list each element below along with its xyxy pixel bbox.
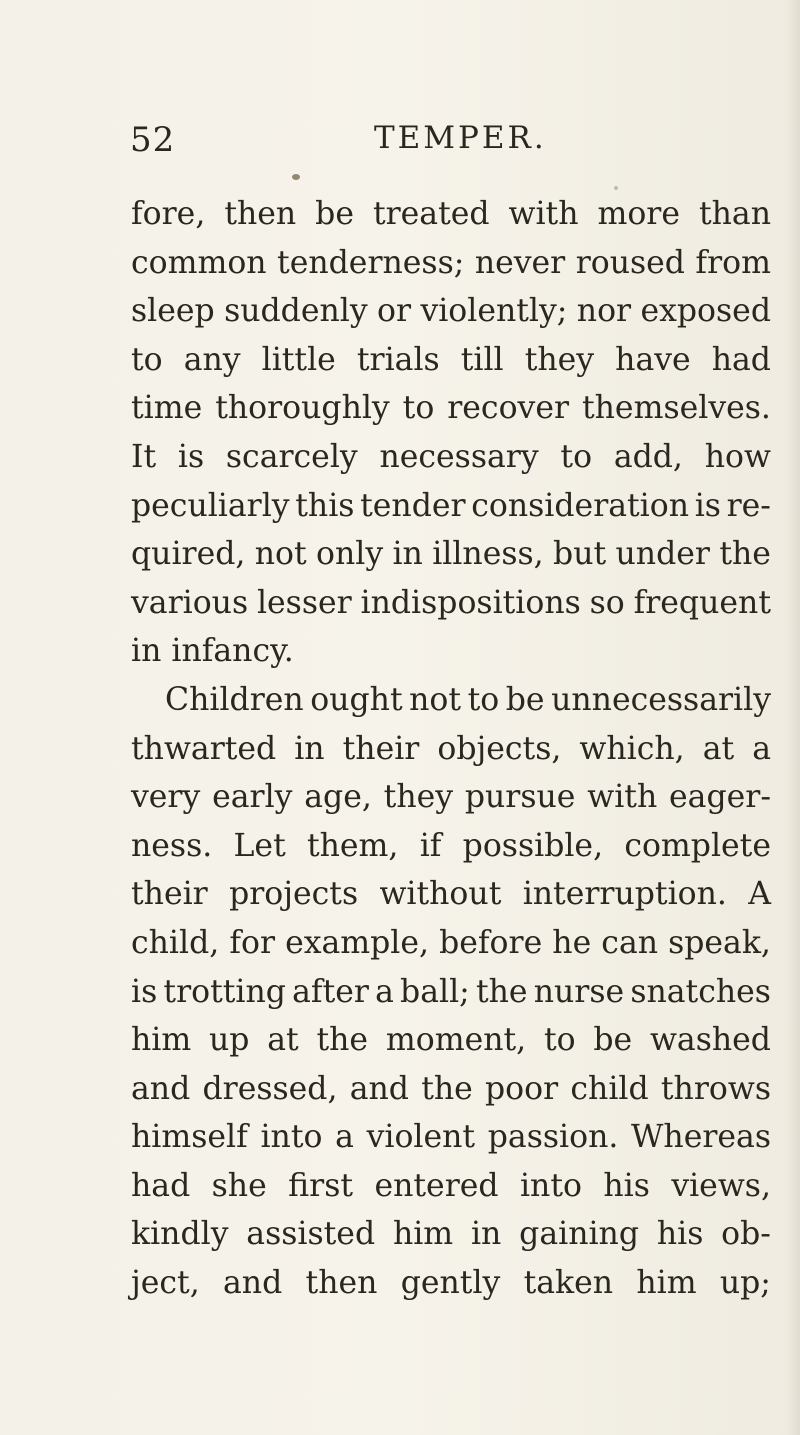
- text-line: to any little trials till they have had: [131, 341, 771, 378]
- text-line: in infancy.: [131, 633, 294, 670]
- ink-speck-mark: [292, 174, 300, 180]
- body-text: [131, 190, 771, 1308]
- text-line: It is scarcely necessary to add, how: [131, 438, 771, 475]
- text-line: Children ought not to be unnecessarily: [165, 681, 771, 718]
- text-line: quired, not only in illness, but under the: [131, 536, 771, 573]
- page-header: [130, 120, 770, 170]
- text-line: is trotting after a ball; the nurse snatches: [131, 973, 771, 1010]
- text-line: ness. Let them, if possible, complete: [131, 827, 771, 864]
- text-line: very early age, they pursue with eager-: [131, 779, 771, 816]
- page-number: 52: [130, 120, 176, 160]
- page-edge-shadow: [786, 0, 800, 1435]
- text-line: common tenderness; never roused from: [131, 244, 771, 281]
- text-line: him up at the moment, to be washed: [131, 1022, 771, 1059]
- text-line: sleep suddenly or violently; nor exposed: [131, 293, 771, 330]
- text-line: kindly assisted him in gaining his ob-: [131, 1216, 771, 1253]
- text-line: their projects without interruption. A: [131, 876, 771, 913]
- text-line: time thoroughly to recover themselves.: [131, 390, 771, 427]
- text-line: thwarted in their objects, which, at a: [131, 730, 771, 767]
- text-line: various lesser indispositions so frequent: [131, 584, 771, 621]
- text-line: child, for example, before he can speak,: [131, 924, 771, 961]
- text-line: himself into a violent passion. Whereas: [131, 1119, 771, 1156]
- text-line: and dressed, and the poor child throws: [131, 1070, 771, 1107]
- text-line: had she first entered into his views,: [131, 1167, 771, 1204]
- running-title: TEMPER.: [374, 120, 547, 156]
- text-line: peculiarly this tender consideration is re-: [131, 487, 771, 524]
- text-line: fore, then be treated with more than: [131, 196, 771, 232]
- text-line: ject, and then gently taken him up;: [131, 1265, 771, 1302]
